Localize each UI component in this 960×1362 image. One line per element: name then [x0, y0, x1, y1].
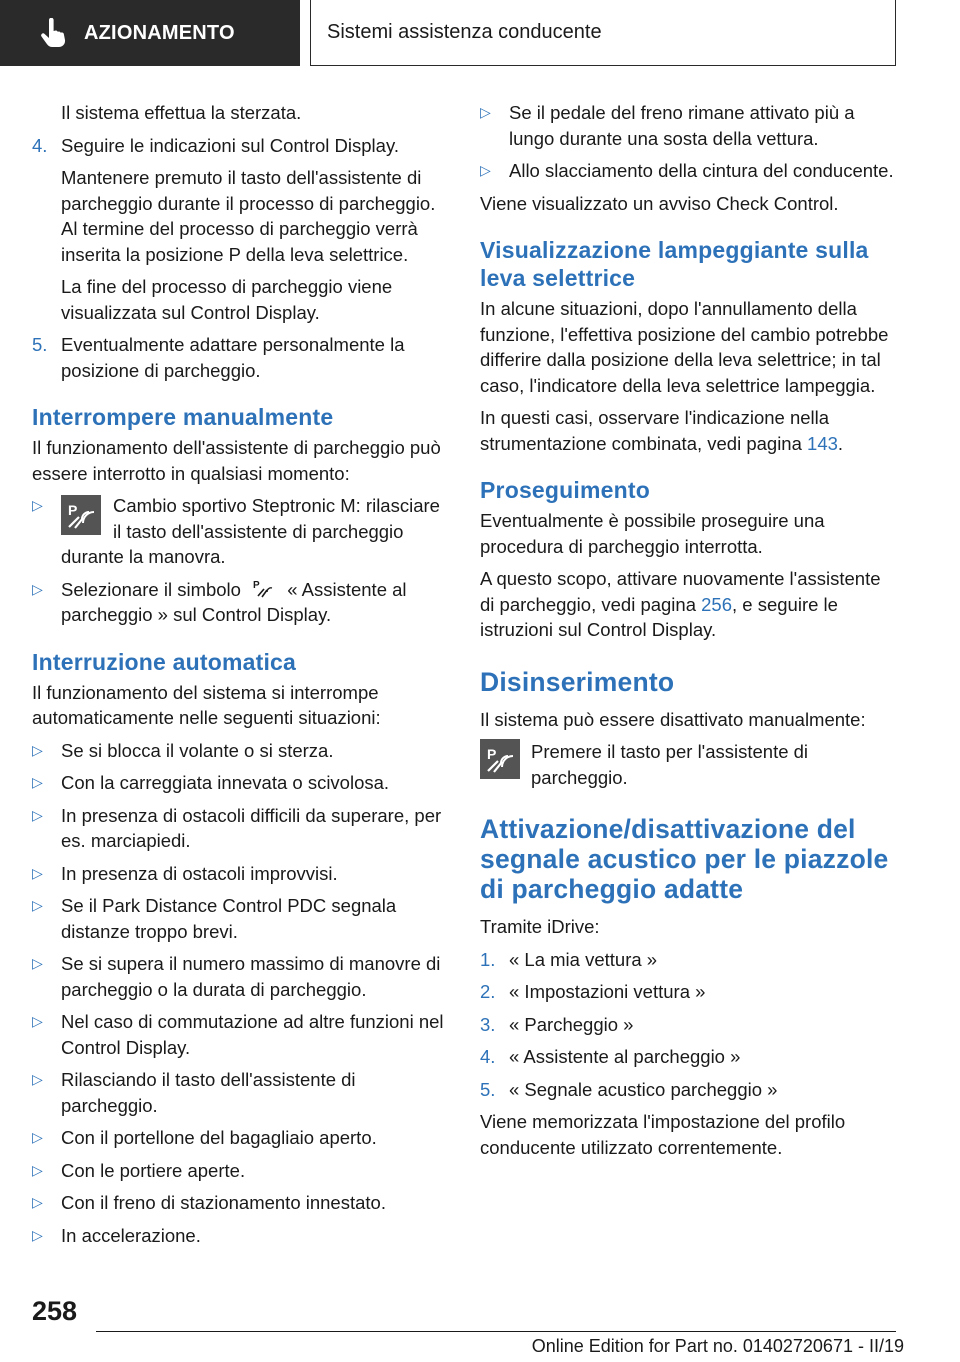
step-text: « Impostazioni vettura » — [509, 981, 706, 1002]
list-item-text: « Assistente al parcheggio » sul Control Display. — [61, 578, 407, 625]
list-item — [32, 1190, 450, 1216]
paragraph: Il funzionamento del sistema si interrompe automaticamente nelle seguenti situazioni: — [32, 681, 381, 728]
triangle-bullet-icon: ▷ — [480, 104, 491, 120]
section-tab — [0, 0, 300, 66]
triangle-bullet-icon: ▷ — [32, 497, 43, 513]
triangle-bullet-icon: ▷ — [32, 1071, 43, 1087]
list-item-text: Se il pedale del freno rimane attivato più a lungo durante una sosta della vettura. — [509, 102, 855, 149]
paragraph-text: , e seguire le istruzioni sul Control Display. — [480, 593, 838, 640]
step-number: 4. — [32, 134, 48, 156]
triangle-bullet-icon: ▷ — [32, 1194, 43, 1210]
triangle-bullet-icon: ▷ — [32, 580, 43, 597]
paragraph-text: In questi casi, osservare l'indicazione nella strumentazione combinata, vedi pagina — [480, 407, 830, 454]
section-title: AZIONAMENTO — [84, 21, 235, 44]
step-text: « Parcheggio » — [509, 1013, 634, 1035]
step-number: 5. — [480, 1078, 496, 1100]
paragraph: In alcune situazioni, dopo l'annullamento della funzione, l'effettiva posizione del cambio potrebbe differire dalla posizione della leva selettrice; in tal caso, l'indicatore della leva selettrice lampeggia. — [480, 298, 889, 396]
list-item — [32, 770, 450, 796]
park-assist-button-icon — [61, 495, 101, 535]
paragraph: Il sistema può essere disattivato manualmente: — [480, 708, 866, 730]
edition-note: Online Edition for Part no. 01402720671 - II/19 — [531, 1336, 904, 1356]
step-number: 4. — [480, 1046, 496, 1067]
step-text: Eventualmente adattare personalmente la posizione di parcheggio. — [61, 334, 405, 381]
right-column — [480, 100, 900, 1167]
list-item — [32, 577, 450, 628]
paragraph-text: . — [837, 432, 844, 454]
list-item — [32, 1125, 450, 1151]
page-number: 258 — [32, 1296, 78, 1326]
list-item-text: Nel caso di commutazione ad altre funzioni nel Control Display. — [61, 1011, 444, 1058]
paragraph-text: A questo scopo, attivare nuovamente l'assistente di parcheggio, vedi pagina — [480, 568, 881, 615]
park-assist-symbol-icon — [252, 578, 276, 600]
icon-paragraph — [480, 739, 900, 790]
list-item-text: Allo slacciamento della cintura del conducente. — [509, 160, 894, 181]
step-item — [480, 979, 900, 1005]
step-text: « Assistente al parcheggio » — [509, 1046, 741, 1067]
step-item — [32, 133, 450, 159]
section-heading: Visualizzazione lampeggiante sulla leva selettrice — [480, 237, 869, 291]
list-item-text: Con le portiere aperte. — [61, 1159, 246, 1181]
svg-text:P: P — [487, 746, 497, 762]
triangle-bullet-icon: ▷ — [32, 806, 43, 823]
list-item-text: Se si blocca il volante o si sterza. — [61, 739, 334, 761]
list-item — [32, 861, 450, 887]
left-column — [32, 100, 450, 1255]
list-item-text: Con il freno di stazionamento innestato. — [61, 1192, 386, 1213]
step-item — [480, 1044, 900, 1070]
paragraph: Viene visualizzato un avviso Check Control. — [480, 192, 839, 214]
paragraph-text: Premere il tasto per l'assistente di parcheggio. — [531, 741, 809, 788]
svg-text:P: P — [68, 502, 78, 518]
triangle-bullet-icon: ▷ — [32, 1129, 43, 1145]
list-item-text: In presenza di ostacoli difficili da superare, per es. marciapiedi. — [61, 804, 442, 851]
footer-divider — [96, 1331, 896, 1332]
step-item — [480, 1012, 900, 1038]
paragraph — [480, 405, 900, 456]
step-item — [480, 1077, 900, 1103]
hand-pointer-icon — [40, 18, 66, 48]
section-heading: Disinserimento — [480, 666, 675, 697]
list-item — [480, 100, 900, 151]
auto-interruption-list — [32, 738, 450, 1249]
list-item-text: Rilasciando il tasto dell'assistente di parcheggio. — [61, 1069, 356, 1116]
park-assist-button-icon — [480, 739, 520, 779]
section-heading: Attivazione/disattivazione del segnale acustico per le piazzole di parcheggio adatte — [480, 814, 889, 904]
list-item-text: Se si supera il numero massimo di manovre di parcheggio o la durata di parcheggio. — [61, 953, 441, 1000]
step-number: 1. — [480, 948, 496, 970]
paragraph: Il funzionamento dell'assistente di parcheggio può essere interrotto in qualsiasi momento: — [32, 437, 441, 484]
idrive-steps — [480, 947, 900, 1103]
page-link[interactable]: 256 — [701, 593, 733, 615]
list-item-text: Con il portellone del bagagliaio aperto. — [61, 1127, 377, 1148]
step-text: « Segnale acustico parcheggio » — [509, 1078, 778, 1100]
triangle-bullet-icon: ▷ — [32, 864, 43, 881]
list-item-text: Con la carreggiata innevata o scivolosa. — [61, 772, 390, 793]
list-item — [32, 1067, 450, 1118]
step-number: 5. — [32, 334, 48, 355]
list-item — [480, 158, 900, 184]
section-heading: Interrompere manualmente — [32, 404, 334, 430]
topic-tab — [310, 0, 896, 66]
paragraph: Tramite iDrive: — [480, 916, 600, 937]
step-item — [32, 332, 450, 383]
svg-text:P: P — [253, 579, 260, 591]
triangle-bullet-icon: ▷ — [32, 897, 43, 913]
step-text: « La mia vettura » — [509, 948, 658, 970]
topic-title: Sistemi assistenza conducente — [327, 21, 602, 43]
step-number: 2. — [480, 981, 496, 1002]
step-text: Seguire le indicazioni sul Control Display. — [61, 134, 399, 156]
list-item-text: Selezionare il simbolo — [61, 578, 241, 600]
list-item-text: In accelerazione. — [61, 1224, 201, 1246]
paragraph: Il sistema effettua la sterzata. — [61, 102, 302, 123]
paragraph: La fine del processo di parcheggio viene visualizzata sul Control Display. — [61, 276, 393, 323]
triangle-bullet-icon: ▷ — [32, 1013, 43, 1029]
list-item — [32, 893, 450, 944]
list-item — [32, 951, 450, 1002]
list-item — [32, 803, 450, 854]
paragraph: Viene memorizzata l'impostazione del profilo conducente utilizzato correntemente. — [480, 1111, 846, 1158]
list-item-text: In presenza di ostacoli improvvisi. — [61, 862, 338, 884]
list-item-text: Se il Park Distance Control PDC segnala distanze troppo brevi. — [61, 895, 397, 942]
paragraph: Mantenere premuto il tasto dell'assistente di parcheggio durante il processo di parcheggio. Al termine del processo di parcheggio verrà inserita la posizione P della leva selettrice. — [61, 167, 436, 265]
paragraph: Eventualmente è possibile proseguire una procedura di parcheggio interrotta. — [480, 510, 825, 557]
triangle-bullet-icon: ▷ — [32, 741, 43, 758]
page-link[interactable]: 143 — [807, 432, 838, 454]
triangle-bullet-icon: ▷ — [480, 162, 491, 178]
list-item-text: Cambio sportivo Steptronic M: rilasciare il tasto dell'assistente di parcheggio durante la manovra. — [61, 495, 440, 567]
triangle-bullet-icon: ▷ — [32, 1226, 43, 1243]
triangle-bullet-icon: ▷ — [32, 1161, 43, 1178]
list-item — [32, 1223, 450, 1249]
list-item — [32, 493, 450, 570]
section-heading: Proseguimento — [480, 477, 651, 503]
list-item — [32, 738, 450, 764]
list-item — [32, 1009, 450, 1060]
triangle-bullet-icon: ▷ — [32, 774, 43, 790]
triangle-bullet-icon: ▷ — [32, 955, 43, 971]
section-heading: Interruzione automatica — [32, 648, 297, 675]
step-item — [480, 947, 900, 973]
step-number: 3. — [480, 1013, 496, 1035]
list-item — [32, 1158, 450, 1184]
paragraph — [480, 566, 900, 643]
